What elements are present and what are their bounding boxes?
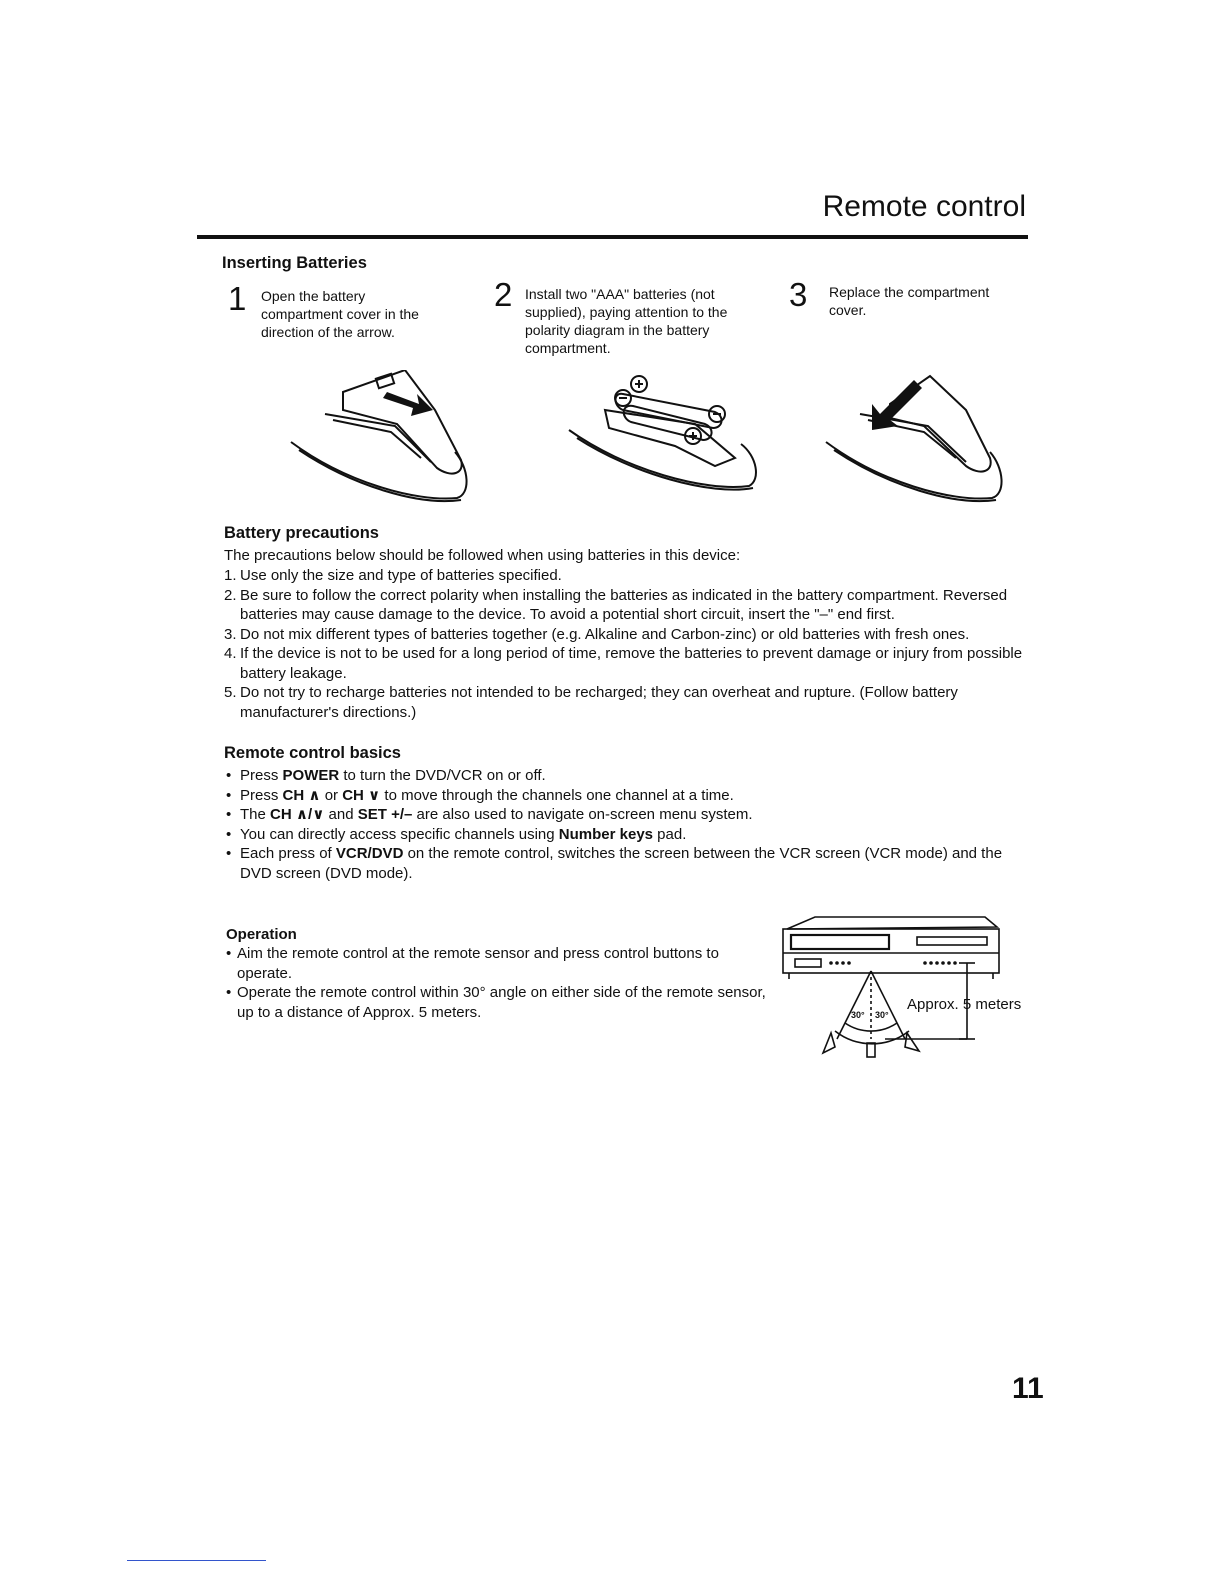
- remote-batteries-illustration: [565, 372, 765, 498]
- list-item: • Each press of VCR/DVD on the remote control, switches the screen between the VCR screen (VCR mode) and the DVD screen (DVD mode).: [226, 845, 1003, 882]
- battery-precautions-heading: Battery precautions: [224, 524, 379, 542]
- operation-heading: Operation: [226, 926, 297, 943]
- list-item: • Press POWER to turn the DVD/VCR on or off.: [226, 767, 546, 784]
- bullet-icon: •: [226, 945, 232, 962]
- remote-basics-heading: Remote control basics: [224, 744, 401, 762]
- page-title: Remote control: [822, 190, 1026, 223]
- bullet-icon: •: [226, 767, 232, 784]
- list-item: 4. If the device is not to be used for a long period of time, remove the batteries to prevent damage or injury from possible battery leakage.: [224, 645, 1023, 682]
- step-1-number: 1: [228, 280, 247, 317]
- list-item: • You can directly access specific channels using Number keys pad.: [226, 825, 687, 843]
- list-item: 5. Do not try to recharge batteries not intended to be recharged; they can overheat and rupture. (Follow battery manufacturer's directions.): [224, 684, 958, 721]
- operation-list: [226, 944, 766, 1022]
- bullet-icon: •: [226, 845, 232, 862]
- remote-replace-cover-illustration: [820, 370, 1010, 510]
- sensor-range-diagram: [775, 915, 1040, 1075]
- list-item: • Aim the remote control at the remote sensor and press control buttons to operate.: [226, 945, 719, 982]
- bullet-icon: •: [226, 806, 232, 823]
- list-item: • Press CH ∧ or CH ∨ to move through the channels one channel at a time.: [226, 786, 734, 804]
- step-2-text: Install two "AAA" batteries (not supplied), paying attention to the polarity diagram in the battery compartment.: [525, 286, 728, 356]
- title-rule: [197, 235, 1028, 239]
- list-item: 2. Be sure to follow the correct polarity when installing the batteries as indicated in the battery compartment. Reversed batteries may cause damage to the device. To avoid a potential short circuit, insert the "–" end first.: [224, 586, 1008, 623]
- battery-precautions-list: [224, 566, 1034, 722]
- angle-left-label: 30°: [851, 1010, 865, 1020]
- list-item: 1. Use only the size and type of batteries specified.: [224, 567, 562, 584]
- step-2-number: 2: [494, 276, 513, 313]
- list-item: • Operate the remote control within 30° angle on either side of the remote sensor, up to a distance of Approx. 5 meters.: [226, 984, 766, 1021]
- bullet-icon: •: [226, 984, 232, 1001]
- step-1-text: Open the battery compartment cover in the direction of the arrow.: [261, 288, 419, 340]
- inserting-batteries-heading: Inserting Batteries: [222, 254, 367, 272]
- remote-open-cover-illustration: [285, 370, 475, 510]
- distance-label: Approx. 5 meters: [907, 996, 1022, 1013]
- angle-right-label: 30°: [875, 1010, 889, 1020]
- bullet-icon: •: [226, 825, 232, 843]
- step-3-text: Replace the compartment cover.: [829, 284, 990, 318]
- footer-line: [127, 1560, 266, 1561]
- battery-precautions-intro: The precautions below should be followed when using batteries in this device:: [224, 547, 741, 564]
- page-number: 11: [1012, 1372, 1044, 1405]
- bullet-icon: •: [226, 786, 232, 804]
- list-item: 3. Do not mix different types of batteries together (e.g. Alkaline and Carbon-zinc) or old batteries with fresh ones.: [224, 625, 970, 643]
- remote-basics-list: [226, 766, 1026, 883]
- step-3-number: 3: [789, 276, 808, 313]
- list-item: • The CH ∧/∨ and SET +/– are also used to navigate on-screen menu system.: [226, 806, 753, 823]
